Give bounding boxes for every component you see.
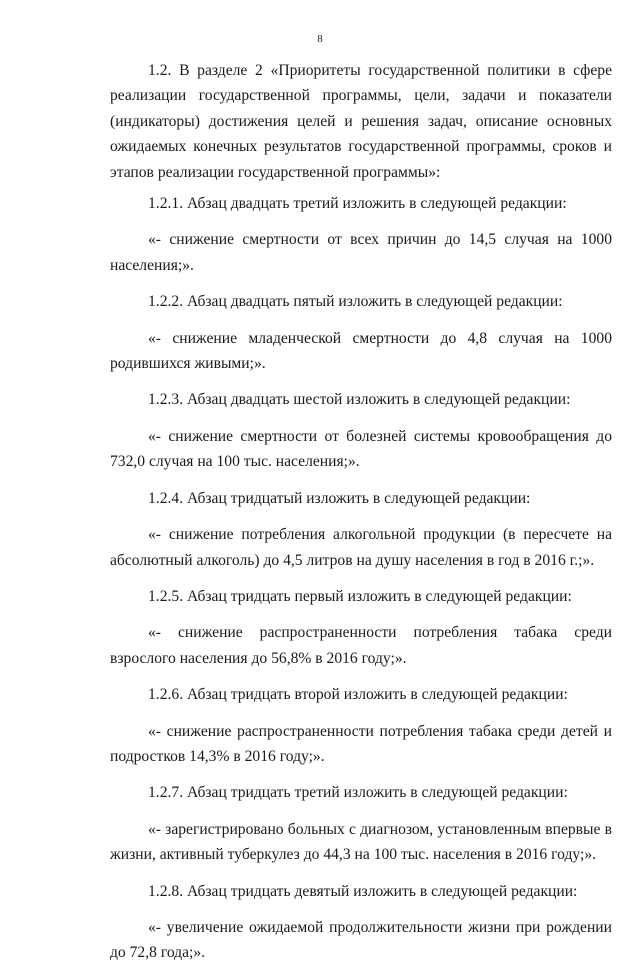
amendment-text: «- снижение распространенности потребления табака среди детей и подростков 14,3% в 2016 году;». — [110, 722, 612, 765]
amendment-heading: 1.2.7. Абзац тридцать третий изложить в следующей редакции: — [148, 784, 568, 802]
amendment-heading: 1.2.3. Абзац двадцать шестой изложить в следующей редакции: — [148, 391, 571, 409]
amendment-heading: 1.2.6. Абзац тридцать второй изложить в следующей редакции: — [148, 686, 568, 704]
section-intro-paragraph: 1.2. В разделе 2 «Приоритеты государственной политики в сфере реализации государственной программы, цели, задачи и показатели (индикаторы) достижения целей и решения задач, описание основных ожидаемых конечных результатов государственной программы, сроков и этапов реализации государственной программы»: — [110, 62, 612, 181]
amendment-text: «- снижение младенческой смертности до 4,8 случая на 1000 родившихся живыми;». — [110, 329, 612, 373]
amendment-heading: 1.2.1. Абзац двадцать третий изложить в следующей редакции: — [148, 195, 567, 213]
amendment-text: «- снижение потребления алкогольной продукции (в пересчете на абсолютный алкоголь) до 4,5 литров на душу населения в год в 2016 г.;». — [110, 526, 612, 569]
amendment-text: «- снижение смертности от болезней системы кровообращения до 732,0 случая на 100 тыс. населения;». — [110, 427, 612, 471]
amendment-text: «- увеличение ожидаемой продолжительности жизни при рождении до 72,8 года;». — [110, 918, 612, 962]
amendment-heading: 1.2.5. Абзац тридцать первый изложить в следующей редакции: — [148, 587, 572, 605]
document-body — [110, 58, 612, 977]
page-number: 8 — [317, 33, 323, 45]
amendment-text: «- снижение распространенности потребления табака среди взрослого населения до 56,8% в 2016 году;». — [110, 624, 612, 667]
amendment-text: «- снижение смертности от всех причин до 14,5 случая на 1000 населения;». — [110, 231, 612, 274]
amendment-heading: 1.2.4. Абзац тридцатый изложить в следующей редакции: — [148, 489, 531, 507]
amendment-heading: 1.2.8. Абзац тридцать девятый изложить в следующей редакции: — [148, 882, 578, 900]
amendment-heading: 1.2.2. Абзац двадцать пятый изложить в следующей редакции: — [148, 293, 563, 311]
amendment-text: «- зарегистрировано больных с диагнозом, установленным впервые в жизни, активный туберкулез до 44,3 на 100 тыс. населения в 2016 году;». — [110, 820, 612, 864]
